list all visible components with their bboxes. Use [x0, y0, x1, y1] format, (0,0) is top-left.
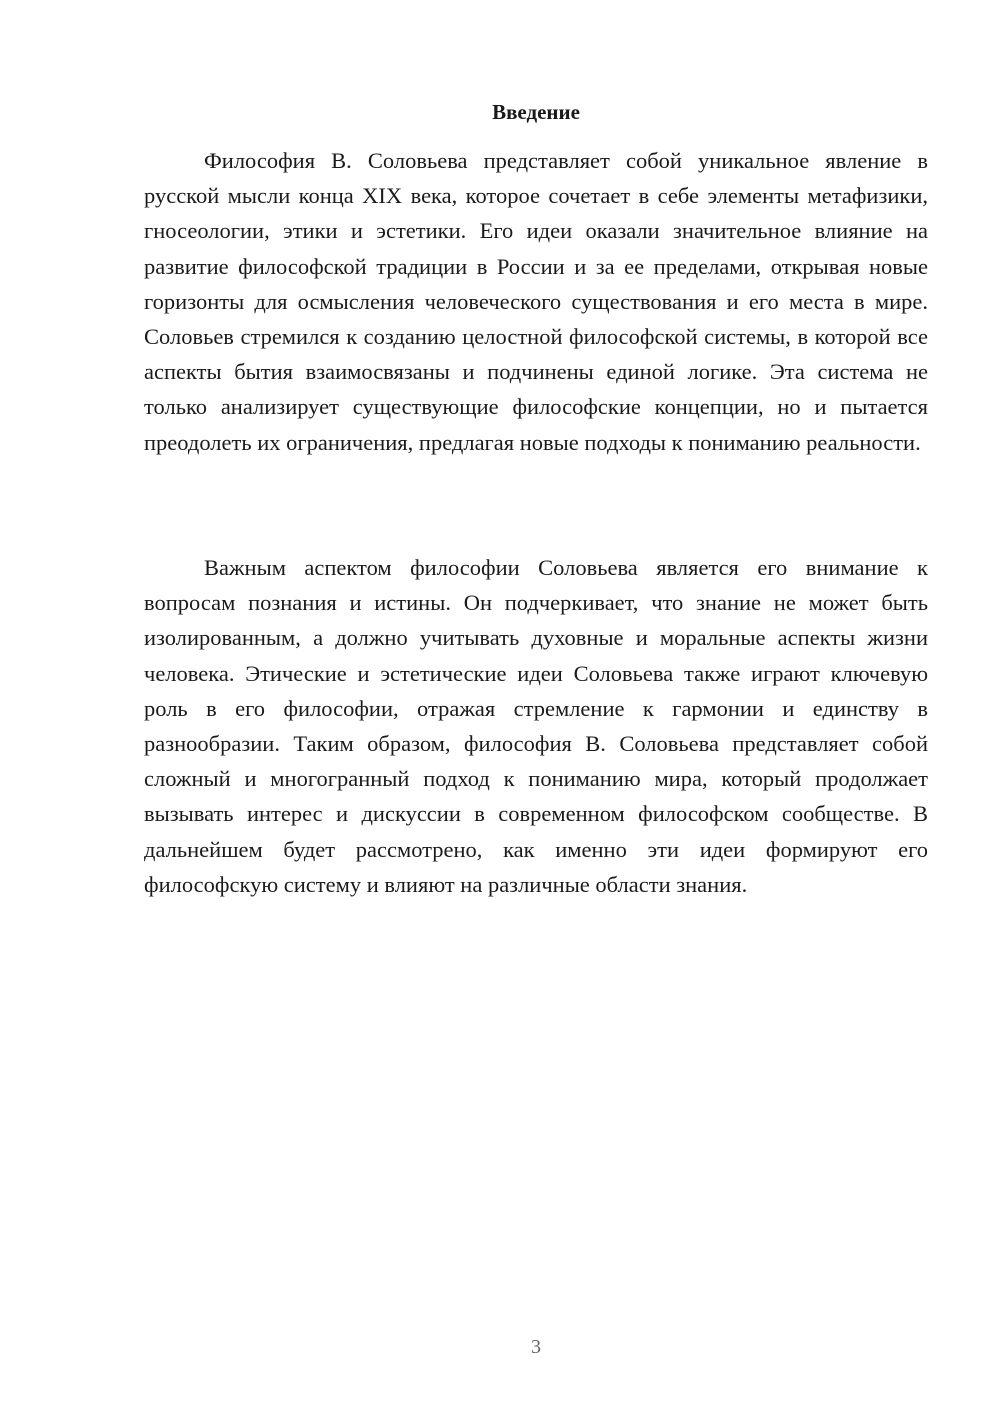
paragraph-knowledge-and-truth: Важным аспектом философии Соловьева является его внимание к вопросам познания и истины. Он подчеркивает, что знание не может быть изолированным, а должно учитывать духовные и моральные аспекты жизни человека. Этические и эстетические идеи Соловьева также играют ключевую роль в его философии, отражая стремление к гармонии и единству в разнообразии. Таким образом, философия В. Соловьева представляет собой сложный и многогранный подход к пониманию мира, который продолжает вызывать интерес и дискуссии в современном философском сообществе. В дальнейшем будет рассмотрено, как именно эти идеи формируют его философскую систему и влияют на различные области знания. [144, 555, 928, 897]
page-number: 3 [531, 1336, 541, 1358]
paragraph-introduction: Философия В. Соловьева представляет собой уникальное явление в русской мысли конца XIX века, которое сочетает в себе элементы метафизики, гносеологии, этики и эстетики. Его идеи оказали значительное влияние на развитие философской традиции в России и за ее пределами, открывая новые горизонты для осмысления человеческого существования и его места в мире. Соловьев стремился к созданию целостной философской системы, в которой все аспекты бытия взаимосвязаны и подчинены единой логике. Эта система не только анализирует существующие философские концепции, но и пытается преодолеть их ограничения, предлагая новые подходы к пониманию реальности. [144, 148, 928, 455]
page-title: Введение [492, 100, 580, 124]
